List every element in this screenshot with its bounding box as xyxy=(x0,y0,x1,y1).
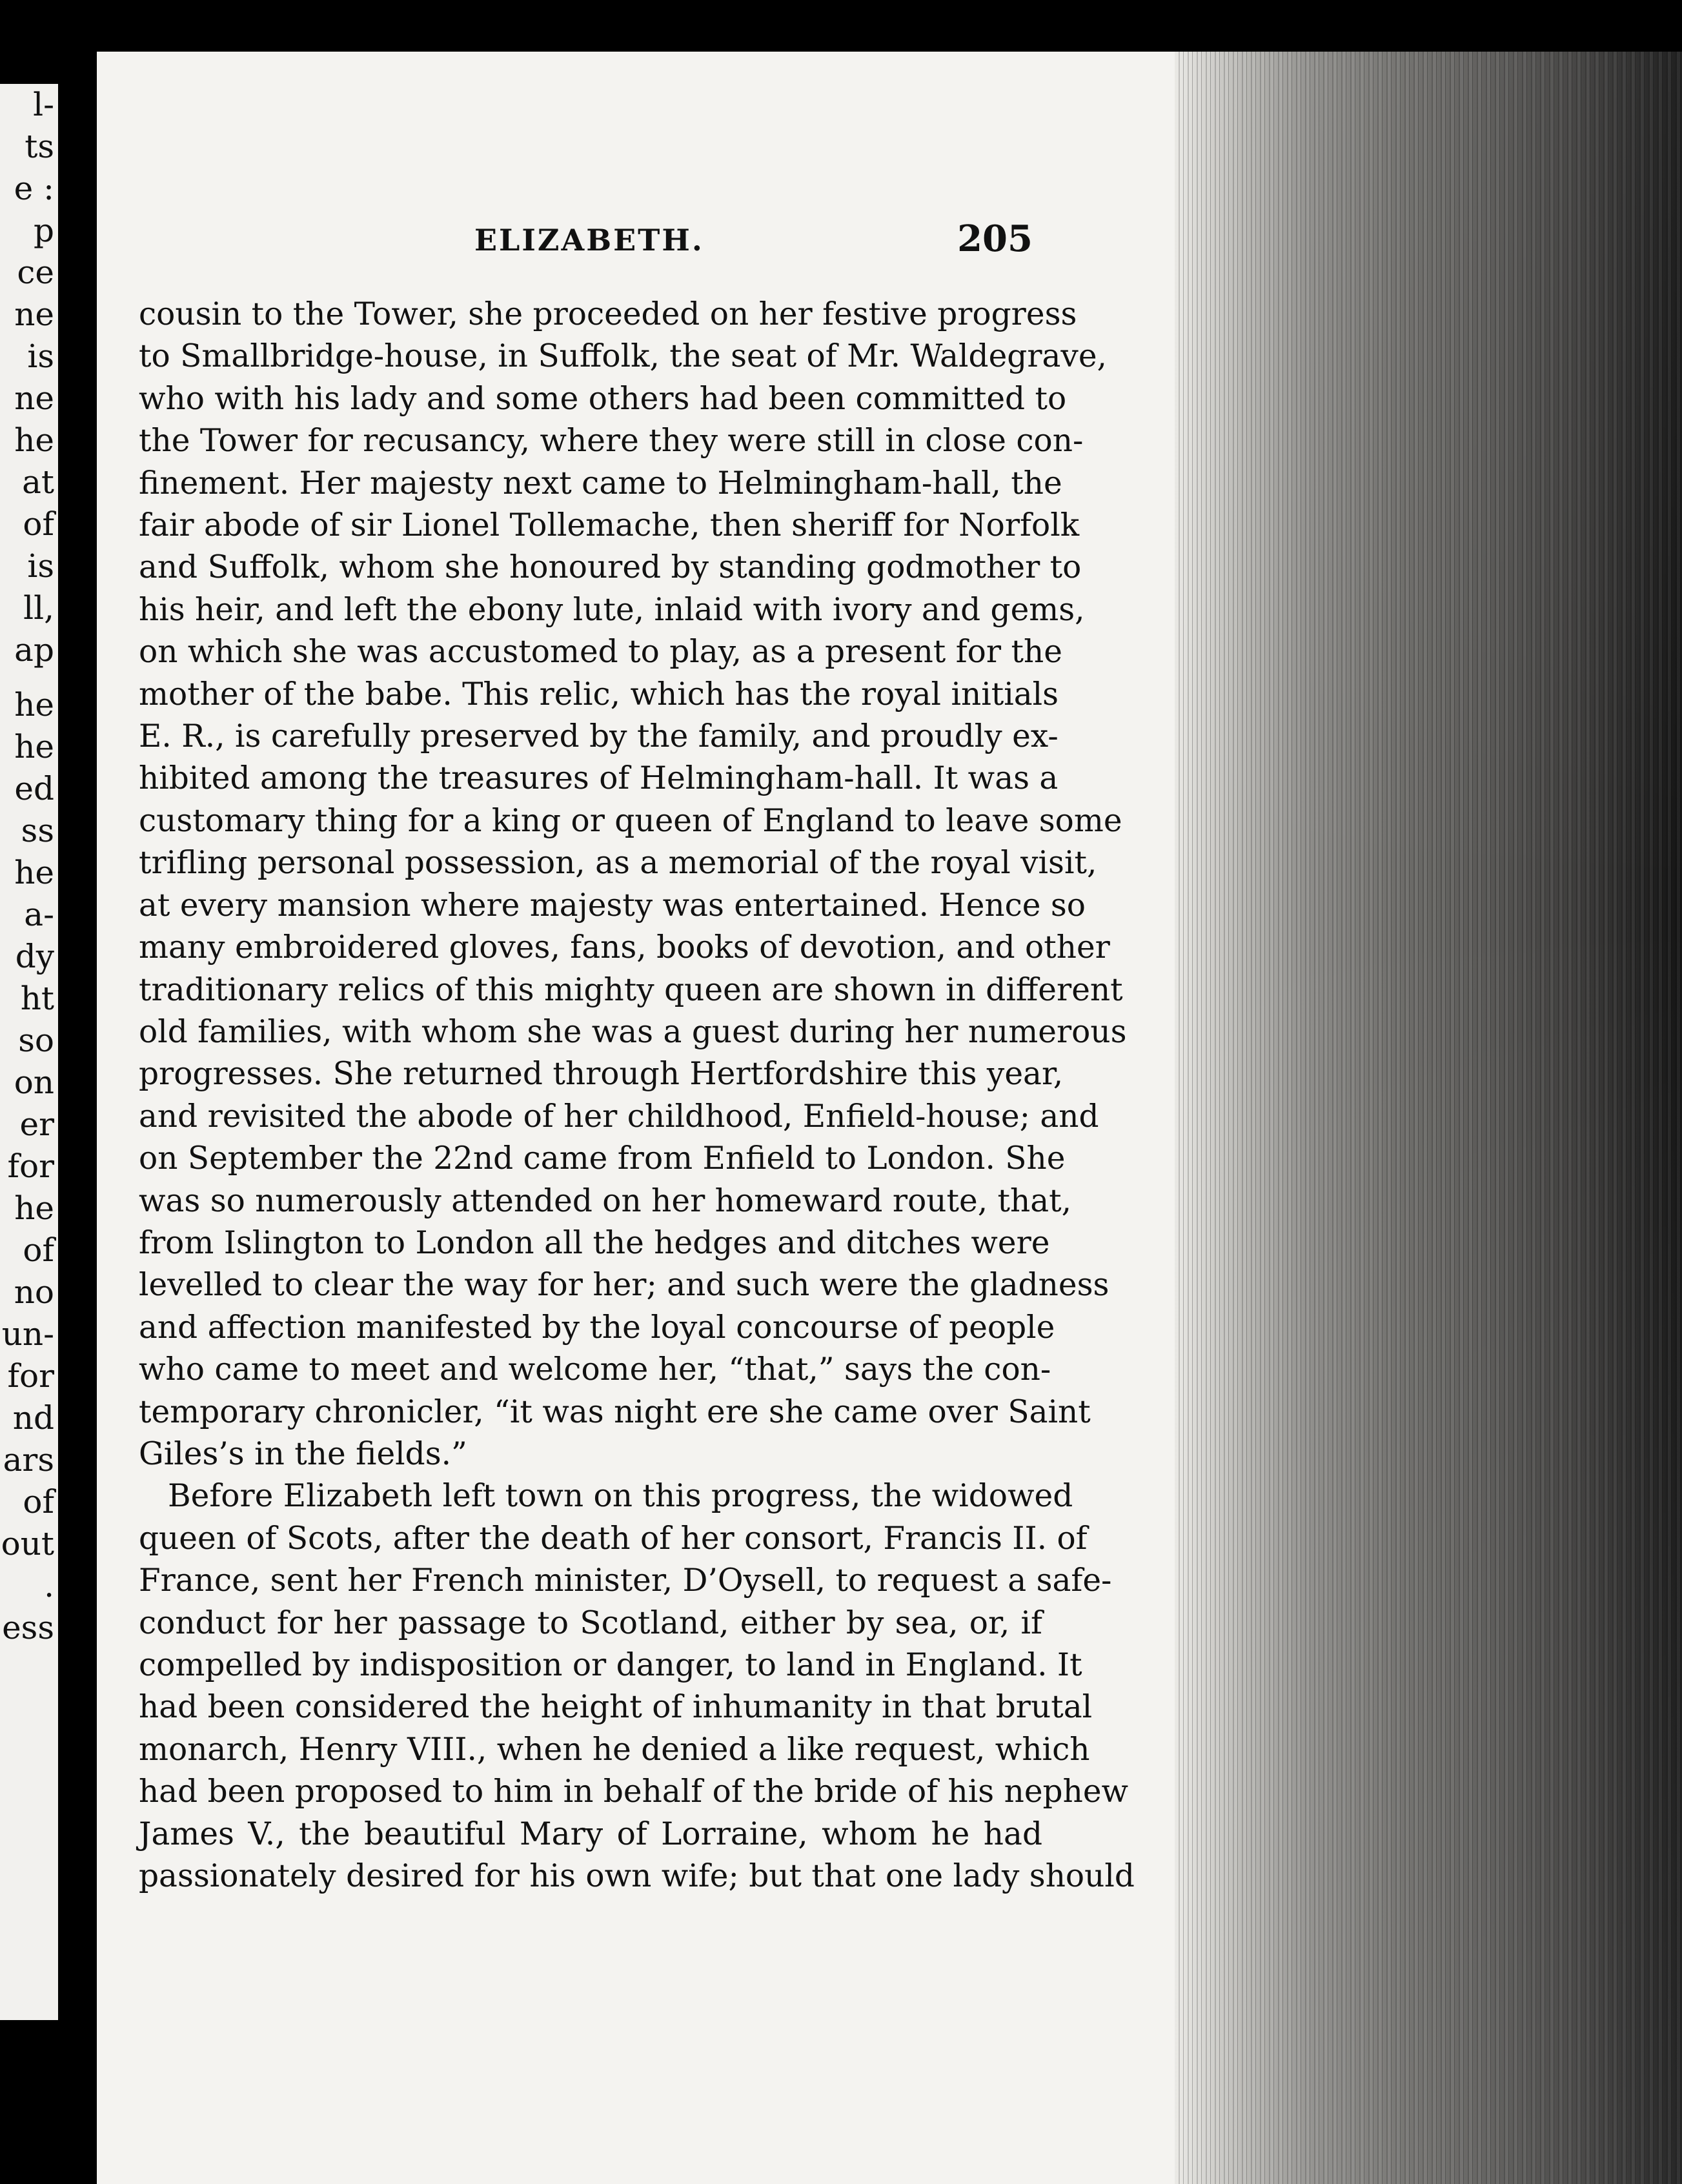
left-page-fragment: ap xyxy=(14,631,54,669)
left-page-fragment: ars xyxy=(3,1441,54,1479)
left-page-fragment: of xyxy=(23,1483,54,1521)
text-line: temporary chronicler, “it was night ere she came over Saint xyxy=(139,1393,1091,1430)
text-line: many embroidered gloves, fans, books of devotion, and other xyxy=(139,929,1110,966)
text-line: James V., the beautiful Mary of Lorraine, whom he had xyxy=(139,1815,1042,1852)
text-line: who came to meet and welcome her, “that,” says the con- xyxy=(139,1351,1051,1388)
text-line: France, sent her French minister, D’Oysell, to request a safe- xyxy=(139,1562,1112,1599)
left-page-fragment: for xyxy=(7,1148,54,1185)
left-page-fragment: at xyxy=(22,463,54,501)
text-line: finement. Her majesty next came to Helmingham-hall, the xyxy=(139,465,1062,501)
left-page-fragment: on xyxy=(14,1064,54,1101)
left-page-fragment: er xyxy=(19,1106,54,1143)
text-line: was so numerously attended on her homeward route, that, xyxy=(139,1182,1072,1219)
left-page-fragment: of xyxy=(23,505,54,543)
page-edges xyxy=(1175,52,1682,2184)
text-line: from Islington to London all the hedges and ditches were xyxy=(139,1224,1050,1261)
text-line: passionately desired for his own wife; but that one lady should xyxy=(139,1858,1135,1895)
left-page-fragment: he xyxy=(14,854,54,891)
left-page-fragment: of xyxy=(23,1231,54,1269)
text-line: compelled by indisposition or danger, to land in England. It xyxy=(139,1647,1082,1683)
text-line: hibited among the treasures of Helmingham-hall. It was a xyxy=(139,760,1059,797)
text-line: old families, with whom she was a guest during her numerous xyxy=(139,1013,1127,1050)
left-page-fragment: he xyxy=(14,728,54,765)
left-page-fragment: no xyxy=(14,1273,54,1311)
text-line: had been considered the height of inhumanity in that brutal xyxy=(139,1689,1093,1726)
left-page-fragment: ll, xyxy=(23,589,54,627)
left-page-fragment: is xyxy=(27,547,54,585)
text-line: E. R., is carefully preserved by the family, and proudly ex- xyxy=(139,718,1059,755)
text-line: monarch, Henry VIII., when he denied a like request, which xyxy=(139,1731,1090,1768)
text-line: had been proposed to him in behalf of the bride of his nephew xyxy=(139,1774,1129,1810)
text-line: at every mansion where majesty was entertained. Hence so xyxy=(139,887,1086,924)
left-page-fragment: ce xyxy=(17,254,54,291)
text-line: conduct for her passage to Scotland, either by sea, or, if xyxy=(139,1604,1042,1641)
left-page-fragment: ne xyxy=(14,296,54,333)
left-page-fragment: ts xyxy=(25,128,54,165)
text-line: and Suffolk, whom she honoured by standing godmother to xyxy=(139,549,1082,586)
paragraph xyxy=(139,294,1127,1475)
left-page-fragment: for xyxy=(7,1357,54,1395)
text-line: and revisited the abode of her childhood, Enfield-house; and xyxy=(139,1098,1099,1135)
running-title: ELIZABETH. xyxy=(474,223,704,258)
left-page-fragment: he xyxy=(14,421,54,459)
text-line: on which she was accustomed to play, as a present for the xyxy=(139,634,1062,671)
text-line: who with his lady and some others had been committed to xyxy=(139,380,1067,417)
left-page-fragment: p xyxy=(33,212,54,249)
text-line: fair abode of sir Lionel Tollemache, then sheriff for Norfolk xyxy=(139,507,1080,544)
text-line: Giles’s in the fields.” xyxy=(139,1435,467,1472)
text-line: trifling personal possession, as a memorial of the royal visit, xyxy=(139,845,1097,882)
text-line: his heir, and left the ebony lute, inlaid with ivory and gems, xyxy=(139,591,1085,628)
text-line: to Smallbridge-house, in Suffolk, the seat of Mr. Waldegrave, xyxy=(139,338,1107,375)
left-page-fragment: a- xyxy=(24,896,54,933)
page-number: 205 xyxy=(957,217,1033,260)
left-page-fragment: ss xyxy=(21,812,54,849)
paragraph xyxy=(139,1475,1135,1897)
left-page-fragment: so xyxy=(18,1022,54,1059)
text-line: mother of the babe. This relic, which has the royal initials xyxy=(139,676,1059,713)
left-page-fragment: out xyxy=(1,1525,54,1562)
left-page-fragment: . xyxy=(44,1567,54,1604)
text-line: cousin to the Tower, she proceeded on her festive progress xyxy=(139,296,1077,332)
text-line: Before Elizabeth left town on this progress, the widowed xyxy=(168,1478,1073,1515)
left-page-fragment: e : xyxy=(14,170,54,207)
text-line: progresses. She returned through Hertfordshire this year, xyxy=(139,1056,1064,1093)
left-page-fragment: nd xyxy=(12,1399,54,1437)
left-facing-page-margin xyxy=(0,84,58,2020)
text-line: queen of Scots, after the death of her consort, Francis II. of xyxy=(139,1520,1088,1557)
text-line: customary thing for a king or queen of England to leave some xyxy=(139,802,1122,839)
text-line: traditionary relics of this mighty queen are shown in different xyxy=(139,971,1123,1008)
text-line: levelled to clear the way for her; and such were the gladness xyxy=(139,1267,1110,1304)
left-page-fragment: he xyxy=(14,686,54,723)
text-line: and affection manifested by the loyal concourse of people xyxy=(139,1309,1055,1346)
left-page-fragment: un- xyxy=(1,1315,54,1353)
left-page-fragment: ne xyxy=(14,379,54,417)
text-line: the Tower for recusancy, where they were still in close con- xyxy=(139,423,1084,460)
text-line: on September the 22nd came from Enfield to London. She xyxy=(139,1140,1066,1177)
left-page-fragment: he xyxy=(14,1189,54,1227)
left-page-fragment: ed xyxy=(14,770,54,807)
page-header xyxy=(139,217,1033,268)
left-page-fragment: ess xyxy=(2,1609,54,1646)
left-page-fragment: ht xyxy=(20,980,54,1017)
book-gutter xyxy=(58,0,97,2184)
left-page-fragment: is xyxy=(27,338,54,375)
body-text xyxy=(139,294,1135,1897)
left-page-fragment: l- xyxy=(33,86,54,123)
left-page-fragment: dy xyxy=(15,938,54,975)
